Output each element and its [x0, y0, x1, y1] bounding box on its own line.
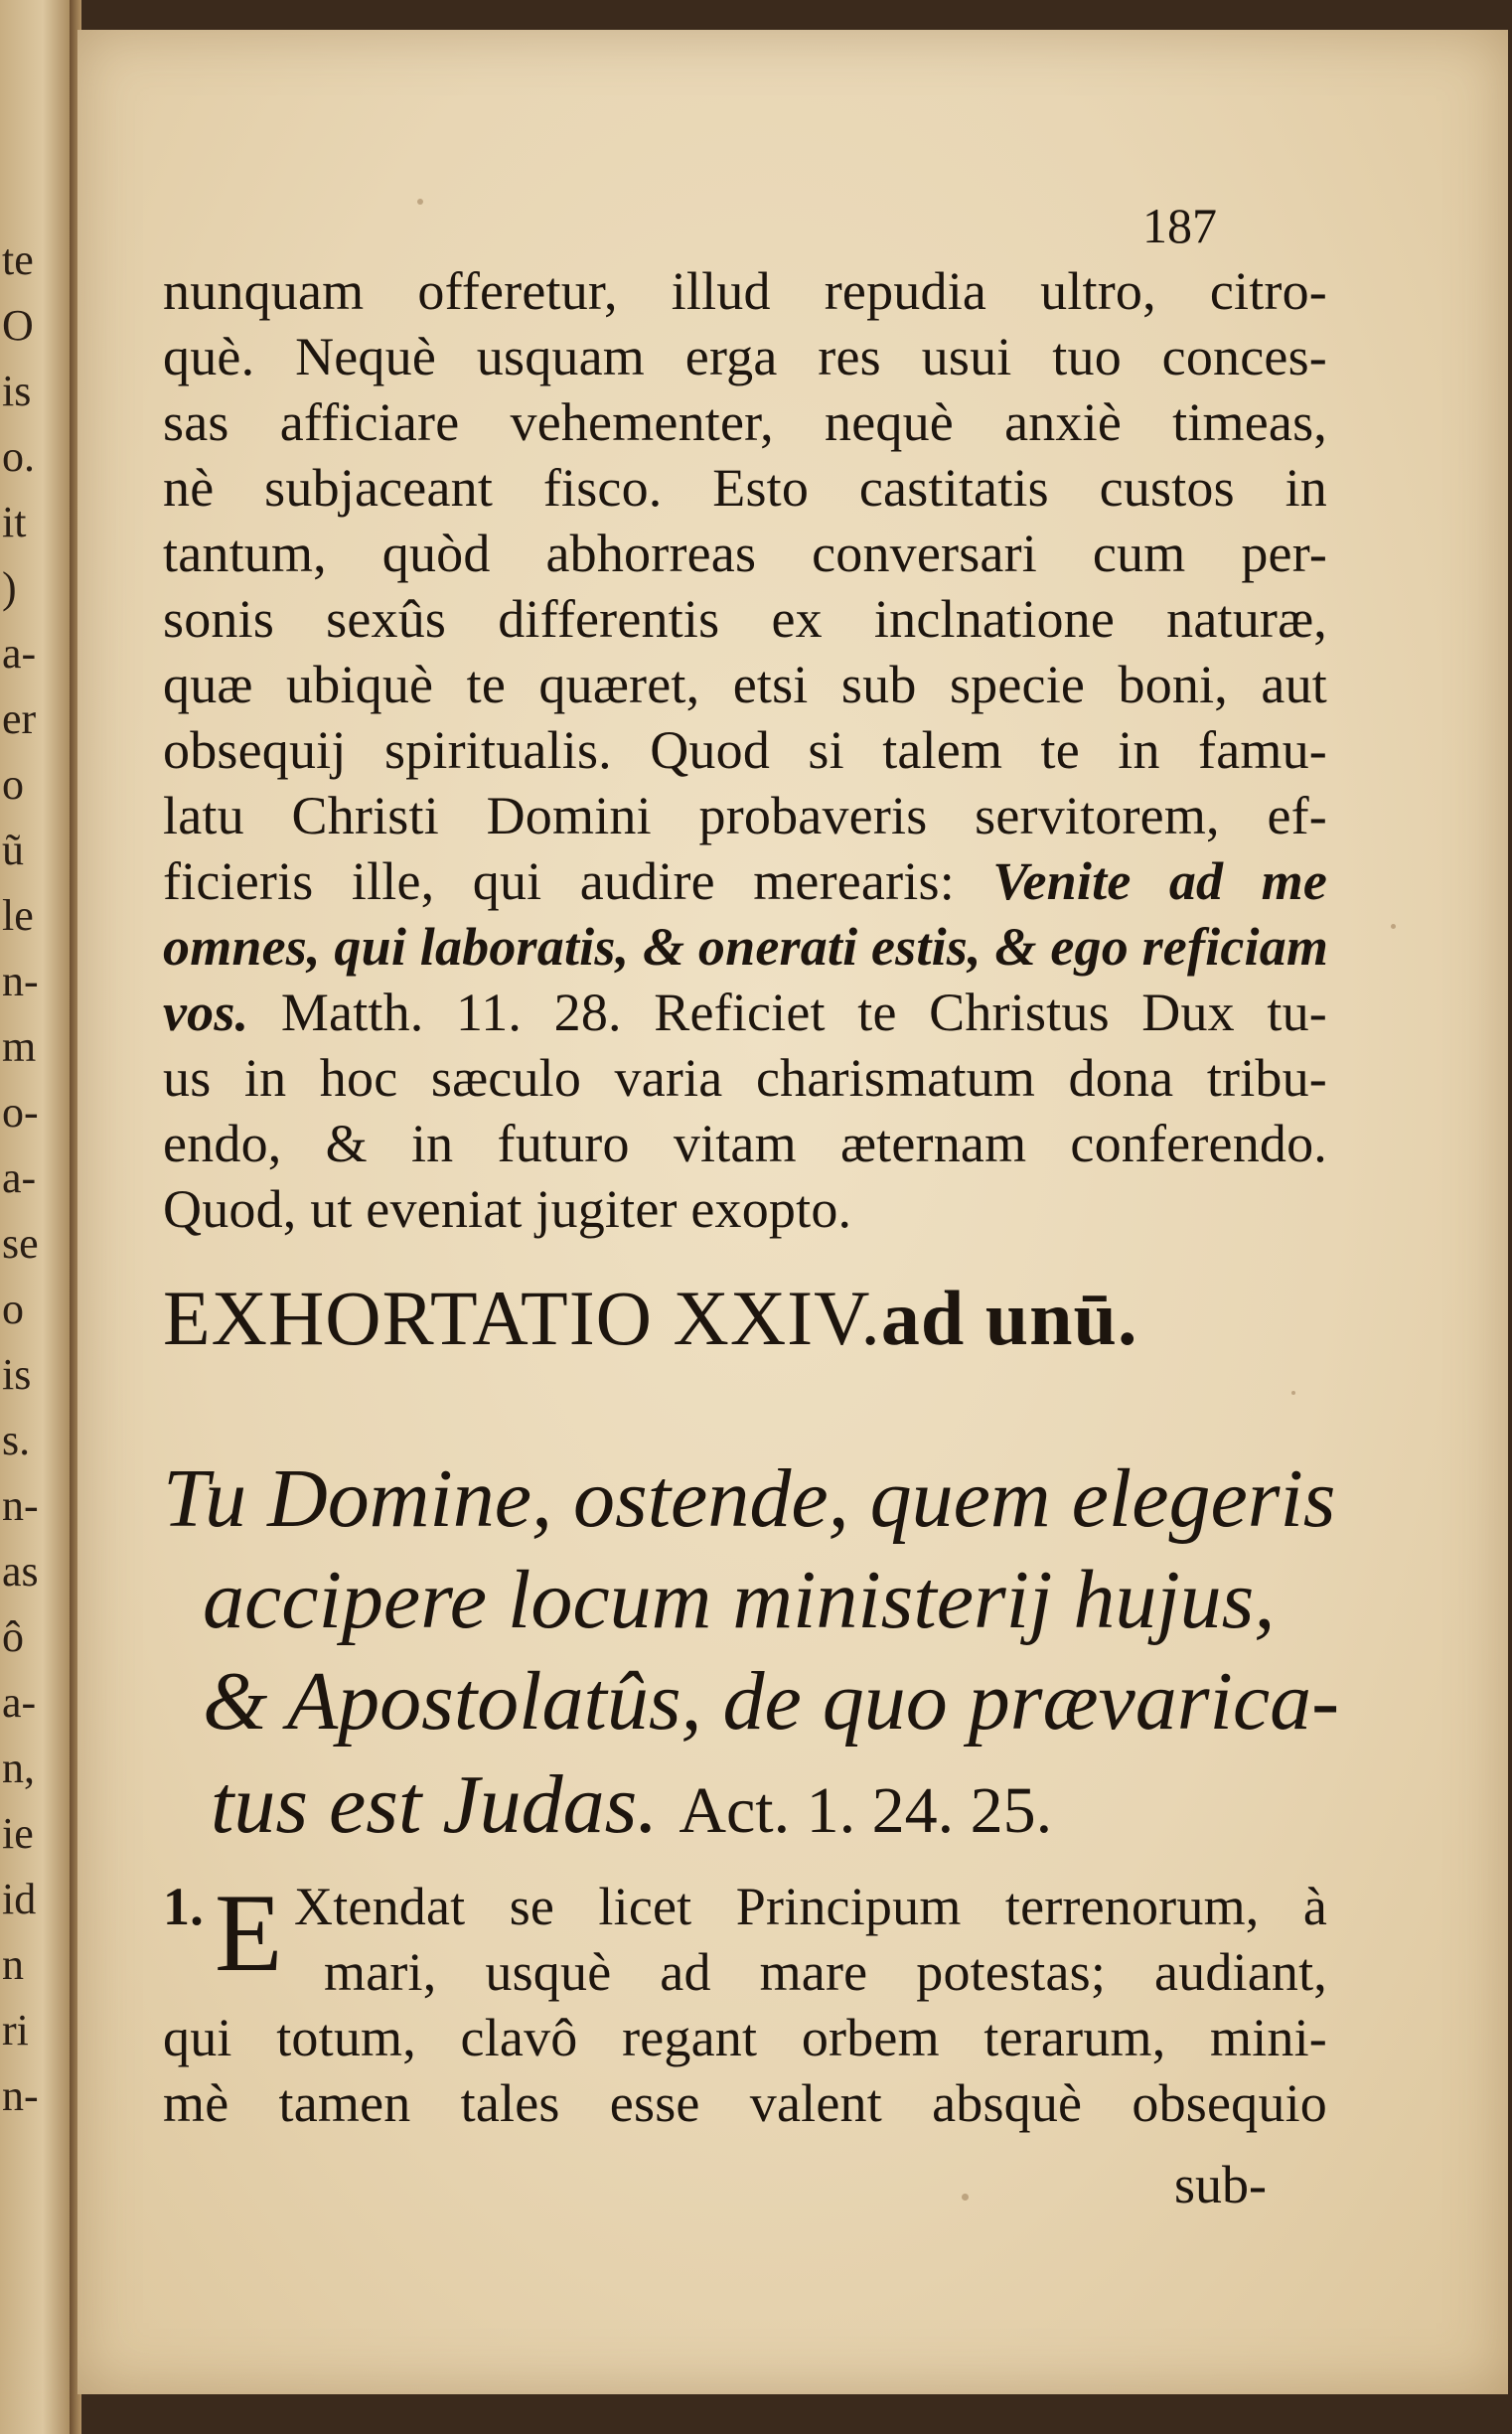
text-line: us in hoc sæculo varia charismatum dona tribu- — [163, 1048, 1327, 1108]
facing-page-fragment: n- — [2, 1481, 39, 1530]
facing-page-fragment: te — [2, 235, 34, 284]
gospel-quote-start: Venite ad me — [992, 851, 1327, 911]
facing-page-fragment: n, — [2, 1744, 35, 1792]
facing-page-fragment: se — [2, 1219, 39, 1268]
text-line: Xtendat se licet Principum terrenorum, à — [294, 1877, 1327, 1936]
facing-page-fragment: o — [2, 760, 24, 809]
paragraph-number: 1. — [163, 1877, 204, 1936]
facing-page-fragment: O — [2, 301, 34, 350]
text-line: endo, & in futuro vitam æternam conferendo. — [163, 1114, 1327, 1173]
text-line: tantum, quòd abhorreas conversari cum per- — [163, 524, 1327, 583]
facing-page-fragment: ri — [2, 2006, 29, 2054]
facing-page-fragment: n- — [2, 2071, 39, 2120]
paper-speck — [962, 2194, 969, 2201]
gospel-quote-line: omnes, qui laboratis, & onerati estis, & ego reficiam — [163, 917, 1329, 977]
heading-suffix: ad unū. — [880, 1275, 1138, 1361]
text-line: qui totum, clavô regant orbem terarum, mini- — [163, 2008, 1327, 2067]
scripture-line: accipere locum ministerij hujus, — [203, 1554, 1276, 1646]
scripture-line: & Apostolatûs, de quo prævarica- — [203, 1655, 1340, 1748]
facing-page-fragment: m — [2, 1022, 37, 1071]
facing-page-fragment: le — [2, 891, 34, 940]
facing-page-fragment: o. — [2, 432, 35, 481]
text-fragment: Matth. 11. 28. Reficiet te Christus Dux tu- — [280, 983, 1327, 1042]
facing-page-fragment: er — [2, 694, 37, 743]
facing-page-fragment: id — [2, 1875, 37, 1923]
text-line: quæ ubiquè te quæret, etsi sub specie boni, aut — [163, 655, 1327, 714]
text-line: nunquam offeretur, illud repudia ultro, citro- — [163, 261, 1327, 321]
facing-page-fragment: is — [2, 367, 32, 415]
facing-page-fragment: as — [2, 1547, 39, 1596]
text-line-with-quote — [163, 850, 1327, 912]
facing-page-fragment: o- — [2, 1088, 39, 1137]
facing-page-edge — [0, 0, 72, 2434]
section-heading — [163, 1274, 1335, 1363]
gospel-quote-end: vos. — [163, 983, 249, 1042]
facing-page-fragment: is — [2, 1350, 32, 1399]
text-line: nè subjaceant fisco. Esto castitatis custos in — [163, 458, 1327, 518]
facing-page-fragment: o — [2, 1285, 24, 1333]
facing-page-fragment: ) — [2, 563, 17, 612]
facing-page-fragment: ie — [2, 1809, 34, 1858]
quote-end-and-reference — [163, 982, 1327, 1043]
facing-page-fragment: ũ — [2, 826, 24, 874]
scripture-line: Tu Domine, ostende, quem elegeris — [163, 1452, 1336, 1545]
text-line: mari, usquè ad mare potestas; audiant, — [324, 1942, 1327, 2002]
paper-speck — [1291, 1391, 1295, 1395]
facing-page-fragment: it — [2, 498, 27, 546]
text-line: mè tamen tales esse valent absquè obsequio — [163, 2073, 1327, 2133]
paper-speck — [417, 199, 423, 205]
text-line: sas afficiare vehementer, nequè anxiè timeas, — [163, 392, 1327, 452]
scripture-line-with-reference — [211, 1756, 1052, 1853]
text-line: latu Christi Domini probaveris servitorem, ef- — [163, 786, 1327, 845]
facing-page-fragment: a- — [2, 1678, 37, 1727]
text-fragment: ficieris ille, qui audire merearis: — [163, 851, 955, 911]
heading-title: EXHORTATIO XXIV. — [163, 1275, 881, 1361]
text-line: obsequij spiritualis. Quod si talem te in famu- — [163, 720, 1327, 780]
text-line: què. Nequè usquam erga res usui tuo conces- — [163, 327, 1327, 386]
facing-page-fragment: ô — [2, 1612, 24, 1661]
facing-page-fragment: a- — [2, 1153, 37, 1202]
text-line: sonis sexûs differentis ex inclnatione naturæ, — [163, 589, 1327, 649]
drop-cap-initial: E — [215, 1872, 283, 1995]
text-line: Quod, ut eveniat jugiter exopto. — [163, 1179, 852, 1239]
facing-page-fragment: n — [2, 1940, 24, 1989]
scripture-reference: Act. 1. 24. 25. — [679, 1774, 1053, 1847]
page-number: 187 — [1142, 198, 1217, 253]
catchword: sub- — [1174, 2155, 1267, 2214]
facing-page-fragment: a- — [2, 629, 37, 678]
facing-page-fragment: n- — [2, 957, 39, 1005]
facing-page-fragment: s. — [2, 1416, 31, 1464]
scripture-fragment: tus est Judas. — [211, 1758, 659, 1851]
paper-speck — [1391, 924, 1396, 929]
